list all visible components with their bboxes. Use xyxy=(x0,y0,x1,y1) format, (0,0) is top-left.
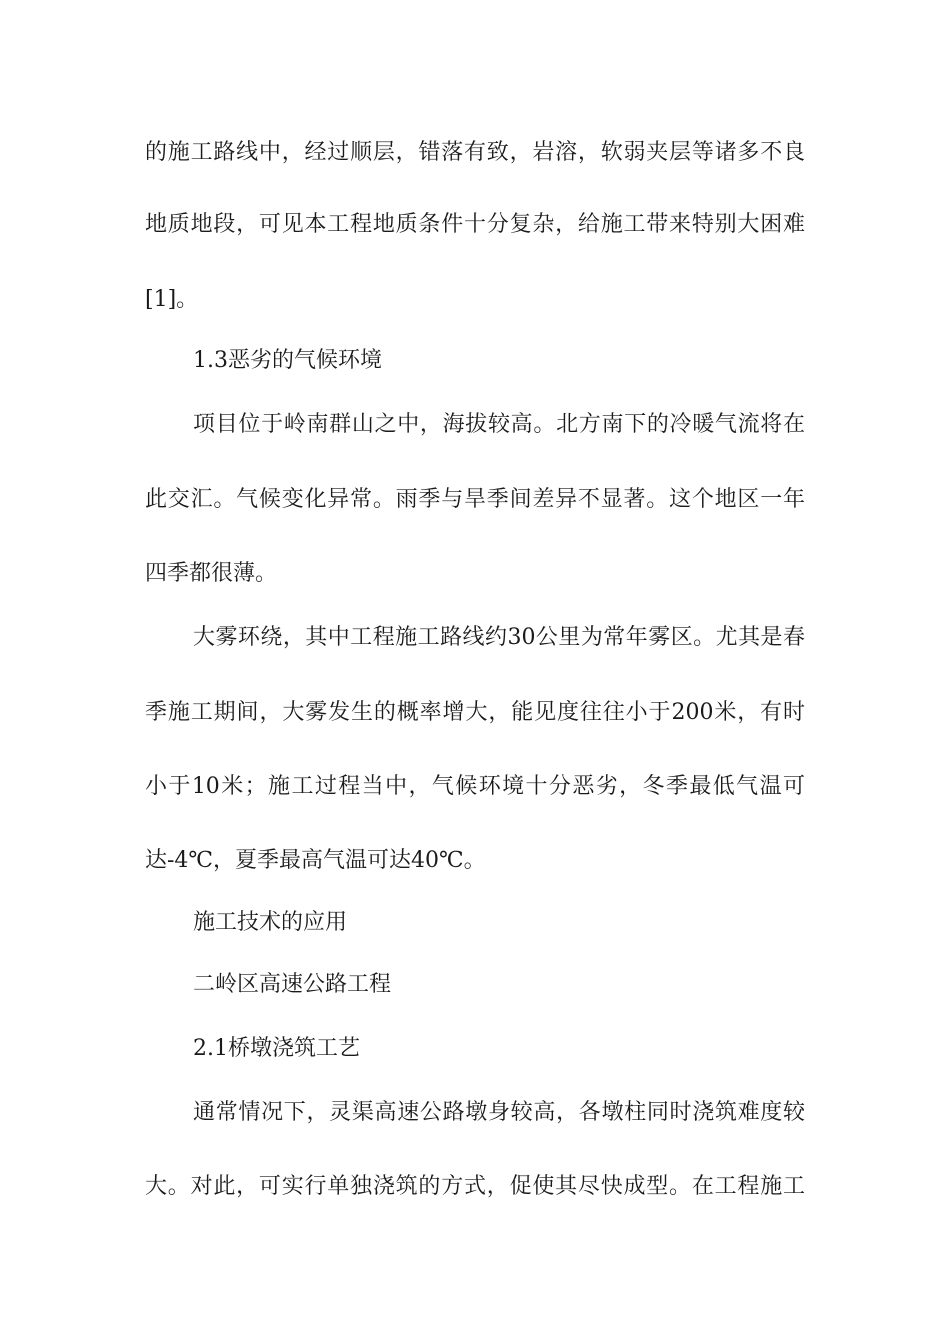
section-heading: 2.1桥墩浇筑工艺 xyxy=(193,1036,360,1061)
paragraph-line: 此交汇。气候变化异常。雨季与旱季间差异不显著。这个地区一年 xyxy=(145,487,805,512)
paragraph-line: [1]。 xyxy=(145,287,199,312)
paragraph-line: 项目位于岭南群山之中，海拔较高。北方南下的冷暖气流将在 xyxy=(193,412,805,437)
paragraph-line: 小于10米；施工过程当中，气候环境十分恶劣，冬季最低气温可 xyxy=(145,774,805,799)
section-heading: 施工技术的应用 xyxy=(193,910,348,935)
paragraph-line: 季施工期间，大雾发生的概率增大，能见度往往小于200米，有时 xyxy=(145,700,805,725)
paragraph-line: 四季都很薄。 xyxy=(145,561,278,586)
section-heading: 1.3恶劣的气候环境 xyxy=(193,348,382,373)
paragraph-line: 大雾环绕，其中工程施工路线约30公里为常年雾区。尤其是春 xyxy=(193,625,805,650)
paragraph-line: 的施工路线中，经过顺层，错落有致，岩溶，软弱夹层等诸多不良 xyxy=(145,140,805,165)
section-heading: 二岭区高速公路工程 xyxy=(193,972,392,997)
paragraph-line: 大。对此，可实行单独浇筑的方式，促使其尽快成型。在工程施工 xyxy=(145,1174,805,1199)
paragraph-line: 地质地段，可见本工程地质条件十分复杂，给施工带来特别大困难 xyxy=(145,212,805,237)
paragraph-line: 达-4℃，夏季最高气温可达40℃。 xyxy=(145,848,486,873)
paragraph-line: 通常情况下，灵渠高速公路墩身较高，各墩柱同时浇筑难度较 xyxy=(193,1100,805,1125)
